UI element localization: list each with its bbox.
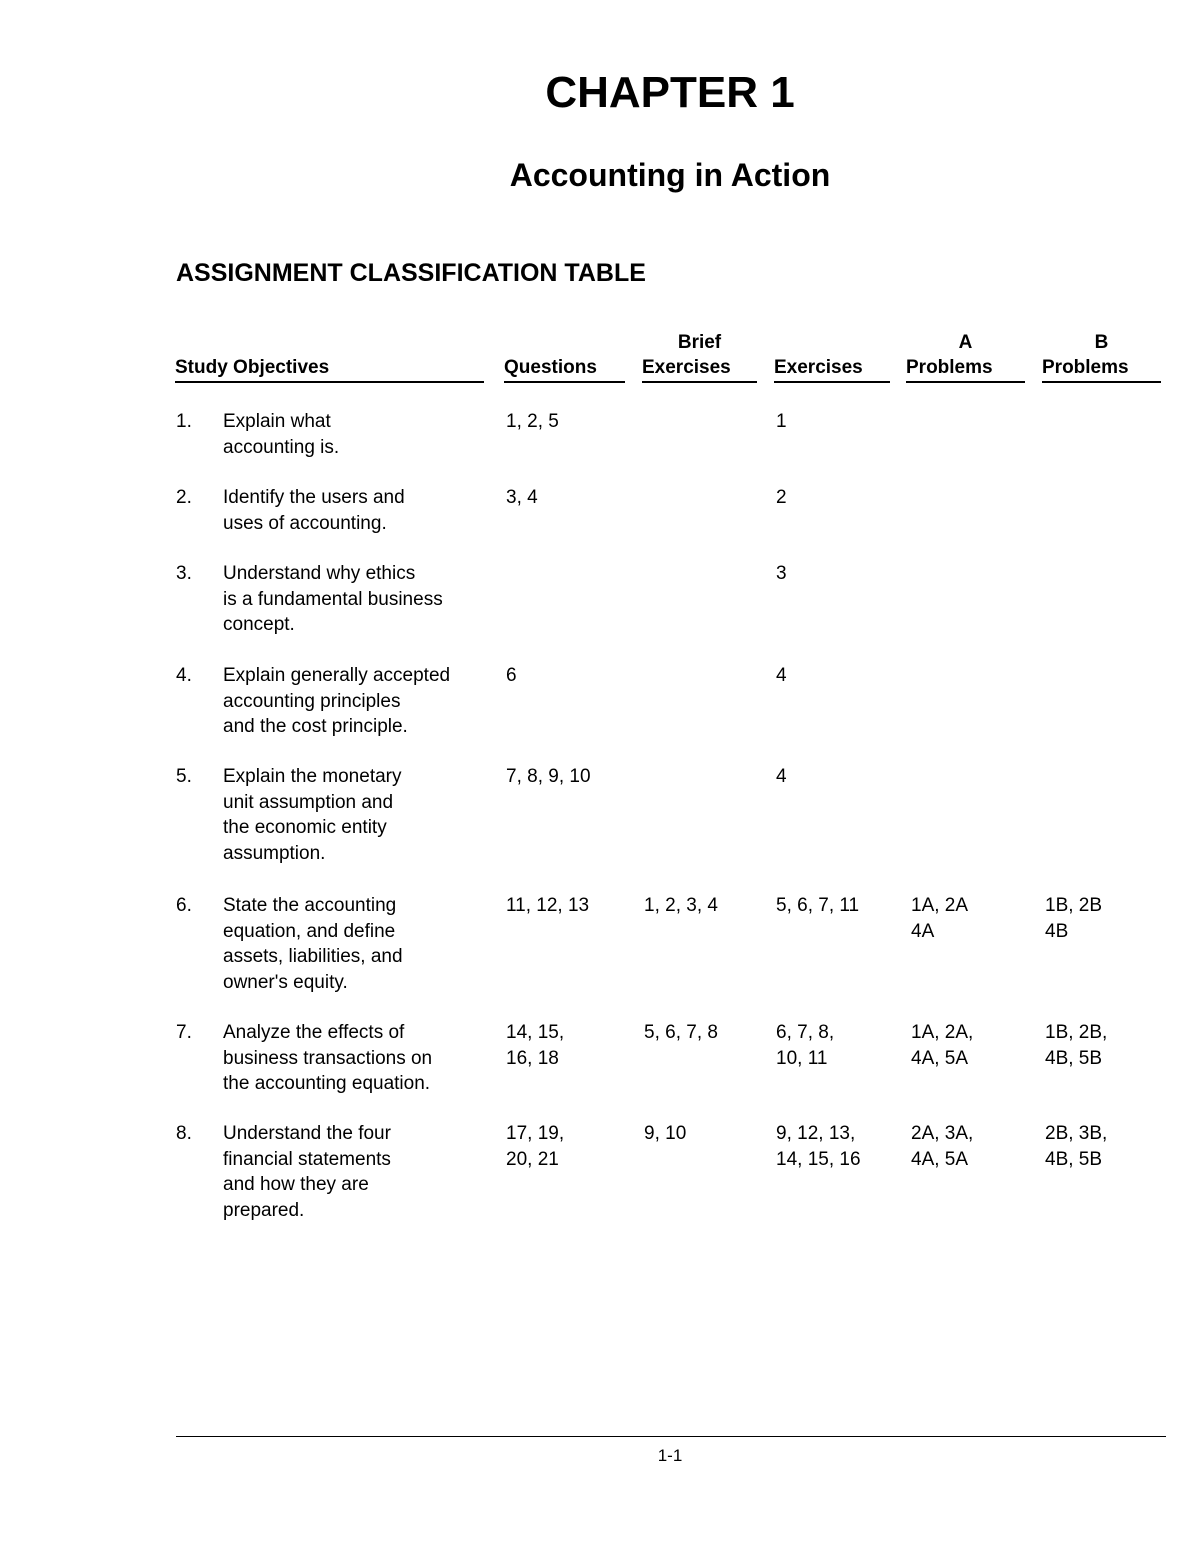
exercises-cell: 4 bbox=[776, 766, 787, 787]
column-header-line1: Brief bbox=[677, 332, 722, 353]
objective-number: 2. bbox=[176, 487, 192, 508]
questions-cell: 1, 2, 5 bbox=[506, 411, 559, 432]
column-header-underline bbox=[906, 381, 1025, 383]
column-header-study-objectives bbox=[175, 330, 484, 383]
b-problems-cell: 1B, 2B 4B bbox=[1045, 895, 1103, 942]
column-header-underline bbox=[774, 381, 890, 383]
exercises-cell: 9, 12, 13, 14, 15, 16 bbox=[776, 1123, 861, 1170]
section-title: ASSIGNMENT CLASSIFICATION TABLE bbox=[176, 259, 646, 287]
b-problems-cell: 1B, 2B, 4B, 5B bbox=[1045, 1022, 1108, 1069]
objective-text: Understand why ethics is a fundamental business concept. bbox=[223, 563, 443, 635]
chapter-title: CHAPTER 1 bbox=[545, 68, 795, 117]
objective-text: Analyze the effects of business transactions on the accounting equation. bbox=[223, 1022, 433, 1094]
page-number: 1-1 bbox=[657, 1446, 683, 1465]
exercises-cell: 2 bbox=[776, 487, 787, 508]
column-header-label: Exercises bbox=[774, 357, 863, 378]
b-problems-cell: 2B, 3B, 4B, 5B bbox=[1045, 1123, 1108, 1170]
column-header-exercises bbox=[774, 330, 890, 383]
column-header-brief-exercises bbox=[642, 330, 757, 383]
brief-exercises-cell: 1, 2, 3, 4 bbox=[644, 895, 718, 916]
column-header-underline bbox=[642, 381, 757, 383]
questions-cell: 14, 15, 16, 18 bbox=[506, 1022, 565, 1069]
column-header-underline bbox=[504, 381, 625, 383]
column-header-label: Questions bbox=[504, 357, 597, 378]
column-header-questions bbox=[504, 330, 625, 383]
column-header-label: Exercises bbox=[642, 357, 731, 378]
brief-exercises-cell: 9, 10 bbox=[644, 1123, 687, 1144]
a-problems-cell: 1A, 2A 4A bbox=[911, 895, 969, 942]
questions-cell: 3, 4 bbox=[506, 487, 538, 508]
objective-text: Explain the monetary unit assumption and the economic entity assumption. bbox=[223, 766, 402, 864]
objective-number: 7. bbox=[176, 1022, 192, 1043]
objective-text: Explain generally accepted accounting principles and the cost principle. bbox=[223, 665, 451, 737]
exercises-cell: 3 bbox=[776, 563, 787, 584]
objective-text: State the accounting equation, and define assets, liabilities, and owner's equity. bbox=[223, 895, 403, 993]
chapter-subtitle: Accounting in Action bbox=[509, 157, 831, 193]
column-header-a-problems bbox=[906, 330, 1025, 383]
objective-number: 3. bbox=[176, 563, 192, 584]
column-header-line1: B bbox=[1094, 332, 1109, 353]
exercises-cell: 5, 6, 7, 11 bbox=[776, 895, 860, 916]
questions-cell: 7, 8, 9, 10 bbox=[506, 766, 591, 787]
objective-number: 6. bbox=[176, 895, 192, 916]
questions-cell: 11, 12, 13 bbox=[506, 895, 590, 916]
column-header-underline bbox=[1042, 381, 1161, 383]
column-header-label: Problems bbox=[906, 357, 993, 378]
objective-number: 8. bbox=[176, 1123, 192, 1144]
brief-exercises-cell: 5, 6, 7, 8 bbox=[644, 1022, 718, 1043]
a-problems-cell: 1A, 2A, 4A, 5A bbox=[911, 1022, 974, 1069]
footer-divider bbox=[176, 1436, 1166, 1437]
questions-cell: 17, 19, 20, 21 bbox=[506, 1123, 565, 1170]
column-header-underline bbox=[175, 381, 484, 383]
column-header-line1: A bbox=[958, 332, 973, 353]
exercises-cell: 1 bbox=[776, 411, 787, 432]
objective-text: Explain what accounting is. bbox=[223, 411, 340, 458]
column-header-b-problems bbox=[1042, 330, 1161, 383]
column-header-line1 bbox=[774, 330, 890, 355]
column-header-line1 bbox=[175, 330, 484, 355]
exercises-cell: 6, 7, 8, 10, 11 bbox=[776, 1022, 835, 1069]
questions-cell: 6 bbox=[506, 665, 517, 686]
objective-number: 5. bbox=[176, 766, 192, 787]
objective-text: Identify the users and uses of accounting. bbox=[223, 487, 405, 534]
column-header-label: Problems bbox=[1042, 357, 1129, 378]
objective-number: 4. bbox=[176, 665, 192, 686]
objective-text: Understand the four financial statements and how they are prepared. bbox=[223, 1123, 391, 1221]
column-header-label: Study Objectives bbox=[175, 357, 330, 378]
column-header-line1 bbox=[504, 330, 625, 355]
objective-number: 1. bbox=[176, 411, 192, 432]
exercises-cell: 4 bbox=[776, 665, 787, 686]
a-problems-cell: 2A, 3A, 4A, 5A bbox=[911, 1123, 974, 1170]
